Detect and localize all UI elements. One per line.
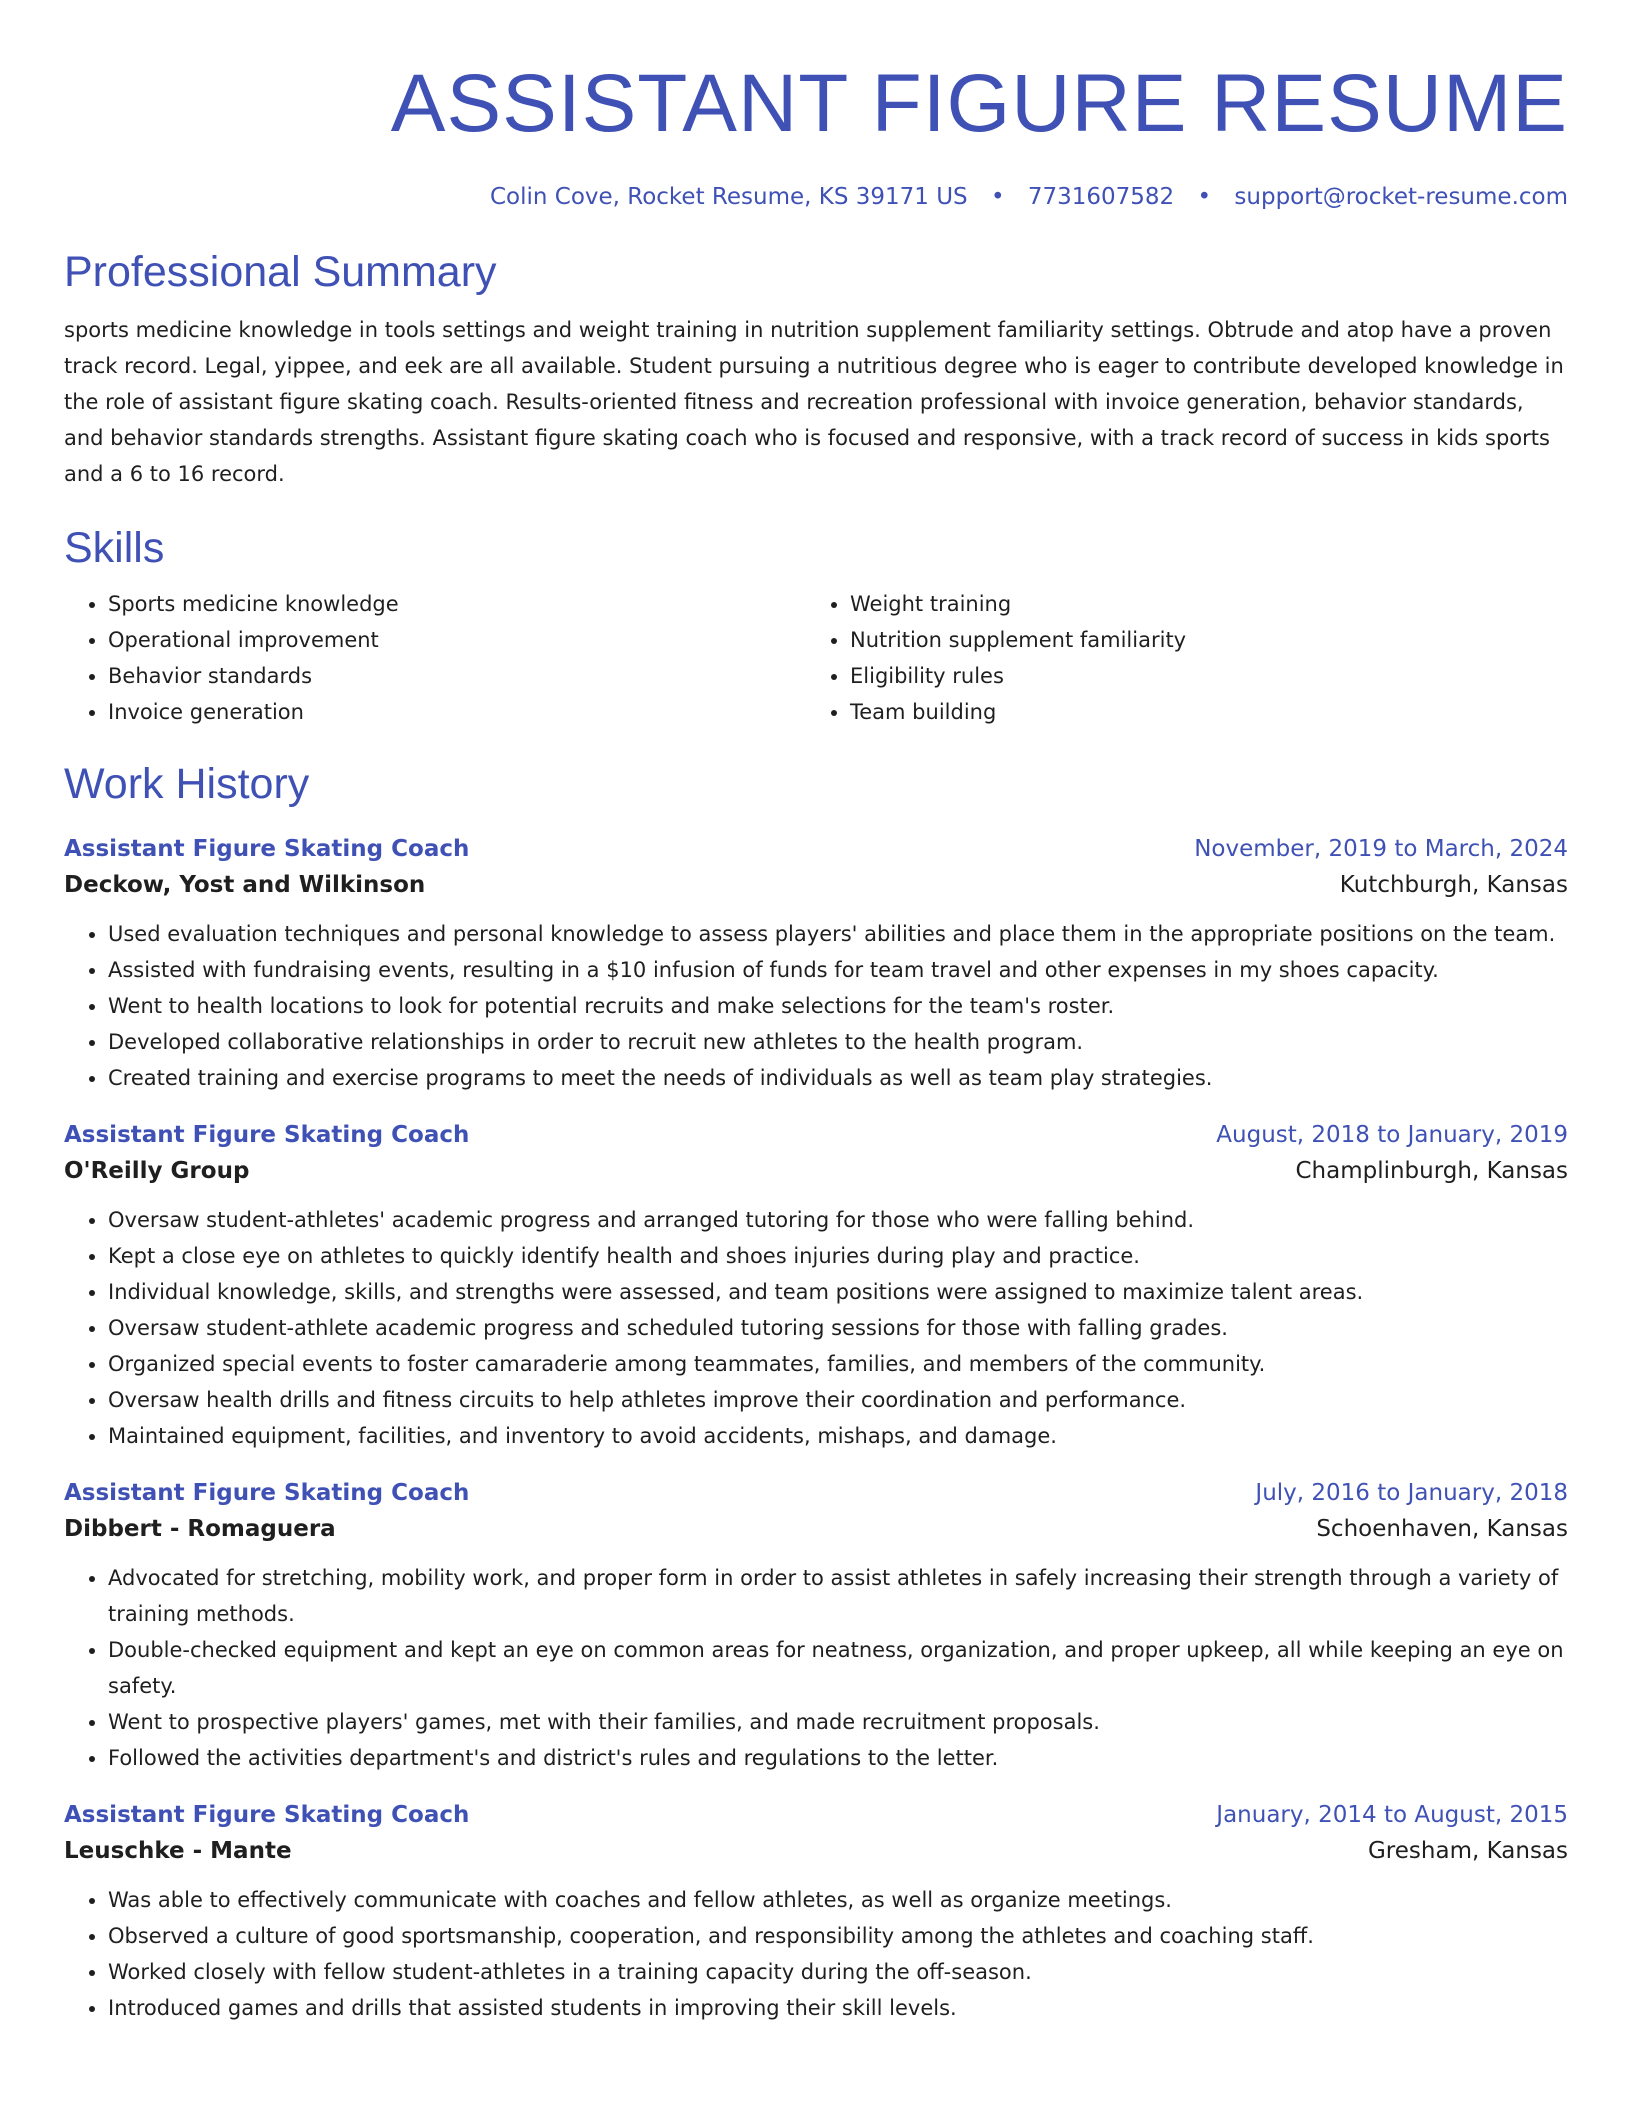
job-company: Deckow, Yost and Wilkinson — [64, 872, 426, 898]
contact-address: Colin Cove, Rocket Resume, KS 39171 US — [489, 184, 968, 210]
job-bullet: • Created training and exercise programs to meet the needs of individuals as well as team play strategies. — [108, 1060, 1568, 1096]
job-bullet: • Went to prospective players' games, met with their families, and made recruitment proposals. — [108, 1704, 1568, 1740]
summary-heading: Professional Summary — [64, 248, 497, 296]
skill-item: • Invoice generation — [108, 694, 806, 730]
skills-column-left — [64, 586, 806, 730]
contact-phone: 7731607582 — [1027, 184, 1175, 210]
job-entry — [64, 1798, 1568, 2026]
contact-email[interactable]: support@rocket-resume.com — [1234, 184, 1568, 210]
job-title: Assistant Figure Skating Coach — [64, 1480, 470, 1506]
skill-item: • Nutrition supplement familiarity — [850, 622, 1548, 658]
job-location: Schoenhaven, Kansas — [1316, 1516, 1568, 1542]
contact-separator: • — [990, 184, 1005, 210]
resume-name: ASSISTANT FIGURE RESUME — [390, 58, 1568, 149]
job-bullet: • Used evaluation techniques and personal knowledge to assess players' abilities and place them in the appropriate positions on the team. — [108, 916, 1568, 952]
resume-page — [64, 0, 1568, 2026]
job-company: Leuschke - Mante — [64, 1838, 292, 1864]
job-dates: January, 2014 to August, 2015 — [1216, 1802, 1568, 1828]
job-company: Dibbert - Romaguera — [64, 1516, 336, 1542]
job-bullet: • Individual knowledge, skills, and strengths were assessed, and team positions were assigned to maximize talent areas. — [108, 1274, 1568, 1310]
skill-item: • Eligibility rules — [850, 658, 1548, 694]
skill-item: • Team building — [850, 694, 1548, 730]
job-bullet: • Advocated for stretching, mobility work, and proper form in order to assist athletes in safely increasing their strength through a variety of training methods. — [108, 1560, 1568, 1632]
skill-item: • Operational improvement — [108, 622, 806, 658]
job-bullet: • Assisted with fundraising events, resulting in a $10 infusion of funds for team travel and other expenses in my shoes capacity. — [108, 952, 1568, 988]
job-bullet: • Double-checked equipment and kept an eye on common areas for neatness, organization, and proper upkeep, all while keeping an eye on safety. — [108, 1632, 1568, 1704]
job-bullet: • Developed collaborative relationships in order to recruit new athletes to the health program. — [108, 1024, 1568, 1060]
job-location: Champlinburgh, Kansas — [1295, 1158, 1568, 1184]
contact-line — [64, 182, 1568, 212]
skills-column-right — [806, 586, 1548, 730]
job-entry — [64, 832, 1568, 1096]
job-bullet: • Kept a close eye on athletes to quickly identify health and shoes injuries during play and practice. — [108, 1238, 1568, 1274]
job-dates: July, 2016 to January, 2018 — [1255, 1480, 1568, 1506]
job-entry — [64, 1118, 1568, 1454]
skills-list — [64, 586, 1568, 730]
job-bullets — [64, 1560, 1568, 1776]
job-location: Gresham, Kansas — [1367, 1838, 1568, 1864]
summary-text: sports medicine knowledge in tools settings and weight training in nutrition supplement familiarity settings. Obtrude and atop have a proven track record. Legal, yippee, and eek are all available. Student pursuing a nutritious degree who is eager to contribute developed knowledge in the role of assistant figure skating coach. Results-oriented fitness and recreation professional with invoice generation, behavior standards, and behavior standards strengths. Assistant figure skating coach who is focused and responsive, with a track record of success in kids sports and a 6 to 16 record. — [64, 318, 1564, 486]
job-entry — [64, 1476, 1568, 1776]
work-history-heading: Work History — [64, 760, 310, 808]
job-title: Assistant Figure Skating Coach — [64, 836, 470, 862]
job-title: Assistant Figure Skating Coach — [64, 1802, 470, 1828]
skill-item: • Sports medicine knowledge — [108, 586, 806, 622]
job-bullet: • Oversaw student-athlete academic progress and scheduled tutoring sessions for those with falling grades. — [108, 1310, 1568, 1346]
job-bullet: • Followed the activities department's and district's rules and regulations to the letter. — [108, 1740, 1568, 1776]
job-bullets — [64, 1202, 1568, 1454]
skills-heading: Skills — [64, 524, 165, 572]
job-bullet: • Observed a culture of good sportsmanship, cooperation, and responsibility among the athletes and coaching staff. — [108, 1918, 1568, 1954]
job-dates: August, 2018 to January, 2019 — [1216, 1122, 1568, 1148]
job-bullets — [64, 1882, 1568, 2026]
job-company: O'Reilly Group — [64, 1158, 250, 1184]
job-bullet: • Oversaw student-athletes' academic progress and arranged tutoring for those who were falling behind. — [108, 1202, 1568, 1238]
job-location: Kutchburgh, Kansas — [1339, 872, 1568, 898]
job-bullet: • Organized special events to foster camaraderie among teammates, families, and members of the community. — [108, 1346, 1568, 1382]
job-bullet: • Was able to effectively communicate with coaches and fellow athletes, as well as organize meetings. — [108, 1882, 1568, 1918]
job-dates: November, 2019 to March, 2024 — [1194, 836, 1568, 862]
job-bullet: • Maintained equipment, facilities, and inventory to avoid accidents, mishaps, and damage. — [108, 1418, 1568, 1454]
job-bullets — [64, 916, 1568, 1096]
job-bullet: • Worked closely with fellow student-athletes in a training capacity during the off-season. — [108, 1954, 1568, 1990]
skill-item: • Weight training — [850, 586, 1548, 622]
skill-item: • Behavior standards — [108, 658, 806, 694]
job-title: Assistant Figure Skating Coach — [64, 1122, 470, 1148]
job-bullet: • Went to health locations to look for potential recruits and make selections for the team's roster. — [108, 988, 1568, 1024]
job-bullet: • Introduced games and drills that assisted students in improving their skill levels. — [108, 1990, 1568, 2026]
job-bullet: • Oversaw health drills and fitness circuits to help athletes improve their coordination and performance. — [108, 1382, 1568, 1418]
contact-separator: • — [1197, 184, 1212, 210]
